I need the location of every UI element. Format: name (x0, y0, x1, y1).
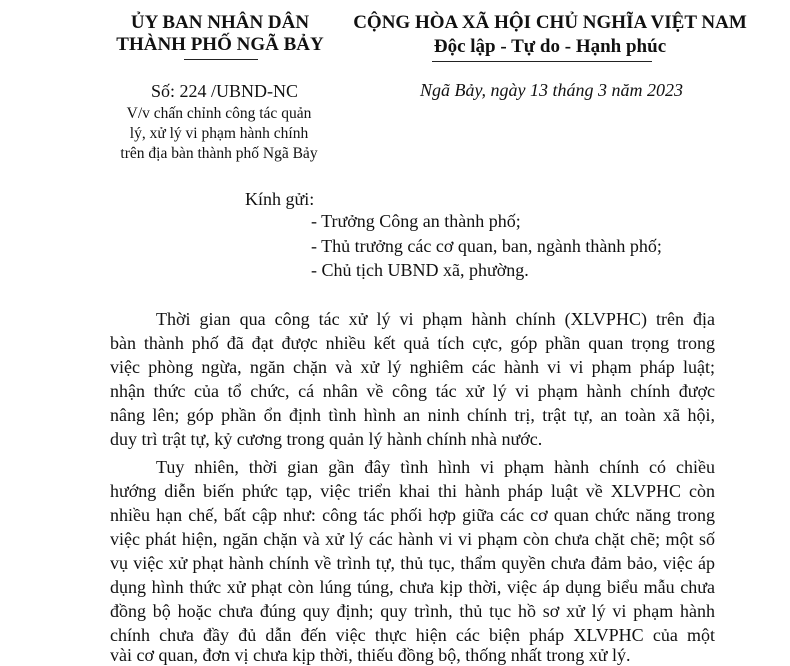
paragraph2-line: việc phát hiện, ngăn chặn và xử lý các hành vi vi phạm còn chưa chặt chẽ; một số (110, 529, 715, 549)
recipient-item: - Thủ trưởng các cơ quan, ban, ngành thành phố; (311, 236, 662, 256)
national-motto-underline (432, 61, 652, 62)
paragraph2-line: hướng diễn biến phức tạp, việc triển khai thi hành pháp luật về XLVPHC còn (110, 481, 715, 501)
issuing-body-line1: ỦY BAN NHÂN DÂN (130, 12, 310, 33)
paragraph1-line: duy trì trật tự, kỷ cương trong quản lý hành chính nhà nước. (110, 429, 543, 449)
paragraph2-line: vài cơ quan, đơn vị chưa kịp thời, thiếu đồng bộ, thống nhất trong xử lý. (110, 645, 631, 665)
national-motto: Độc lập - Tự do - Hạnh phúc (433, 36, 667, 57)
paragraph2-line: dụng hình thức xử phạt còn lúng túng, chưa kịp thời, việc áp dụng biểu mẫu chưa (110, 577, 715, 597)
paragraph2-line: đồng bộ hoặc chưa đúng quy định; quy trình, thủ tục hồ sơ xử lý vi phạm hành (110, 601, 715, 621)
subject-line: V/v chấn chỉnh công tác quản (126, 105, 312, 122)
issuing-body-line2: THÀNH PHỐ NGÃ BẢY (116, 34, 324, 55)
subject-line: trên địa bàn thành phố Ngã Bảy (120, 145, 318, 162)
document-number-label: Số: 224 (151, 81, 207, 101)
paragraph1-line: Thời gian qua công tác xử lý vi phạm hành chính (XLVPHC) trên địa (156, 309, 715, 329)
paragraph2-line: Tuy nhiên, thời gian gần đây tình hình vi phạm hành chính có chiều (156, 457, 715, 477)
paragraph1-line: việc phòng ngừa, ngăn chặn và xử lý nghiêm các hành vi vi phạm pháp luật; (110, 357, 715, 377)
recipient-item: - Chủ tịch UBND xã, phường. (311, 260, 529, 280)
document-number (151, 81, 298, 102)
paragraph2-line: chính chưa đầy đủ dẫn đến việc thực hiện các biện pháp XLVPHC của một (110, 625, 715, 645)
paragraph2-line: nhiều hạn chế, bất cập như: công tác phối hợp giữa các cơ quan chức năng trong (110, 505, 715, 525)
paragraph1-line: nâng lên; góp phần ổn định tình hình an ninh chính trị, trật tự, an toàn xã hội, (110, 405, 715, 425)
document-number-suffix: /UBND-NC (211, 81, 299, 101)
subject-line: lý, xử lý vi phạm hành chính (129, 125, 309, 142)
paragraph1-line: bàn thành phố đã đạt được nhiều kết quả tích cực, góp phần quan trọng trong (110, 333, 715, 353)
paragraph2-line: vụ việc xử phạt hành chính về trình tự, thủ tục, thẩm quyền chưa đảm bảo, việc áp (110, 553, 715, 573)
salutation-label: Kính gửi: (245, 189, 315, 209)
recipient-item: - Trưởng Công an thành phố; (311, 211, 521, 231)
paragraph1-line: nhận thức của tổ chức, cá nhân về công tác xử lý vi phạm hành chính được (110, 381, 715, 401)
issuing-body-underline (184, 59, 258, 60)
date-line: Ngã Bảy, ngày 13 tháng 3 năm 2023 (420, 80, 683, 100)
national-title: CỘNG HÒA XÃ HỘI CHỦ NGHĨA VIỆT NAM (353, 12, 747, 33)
